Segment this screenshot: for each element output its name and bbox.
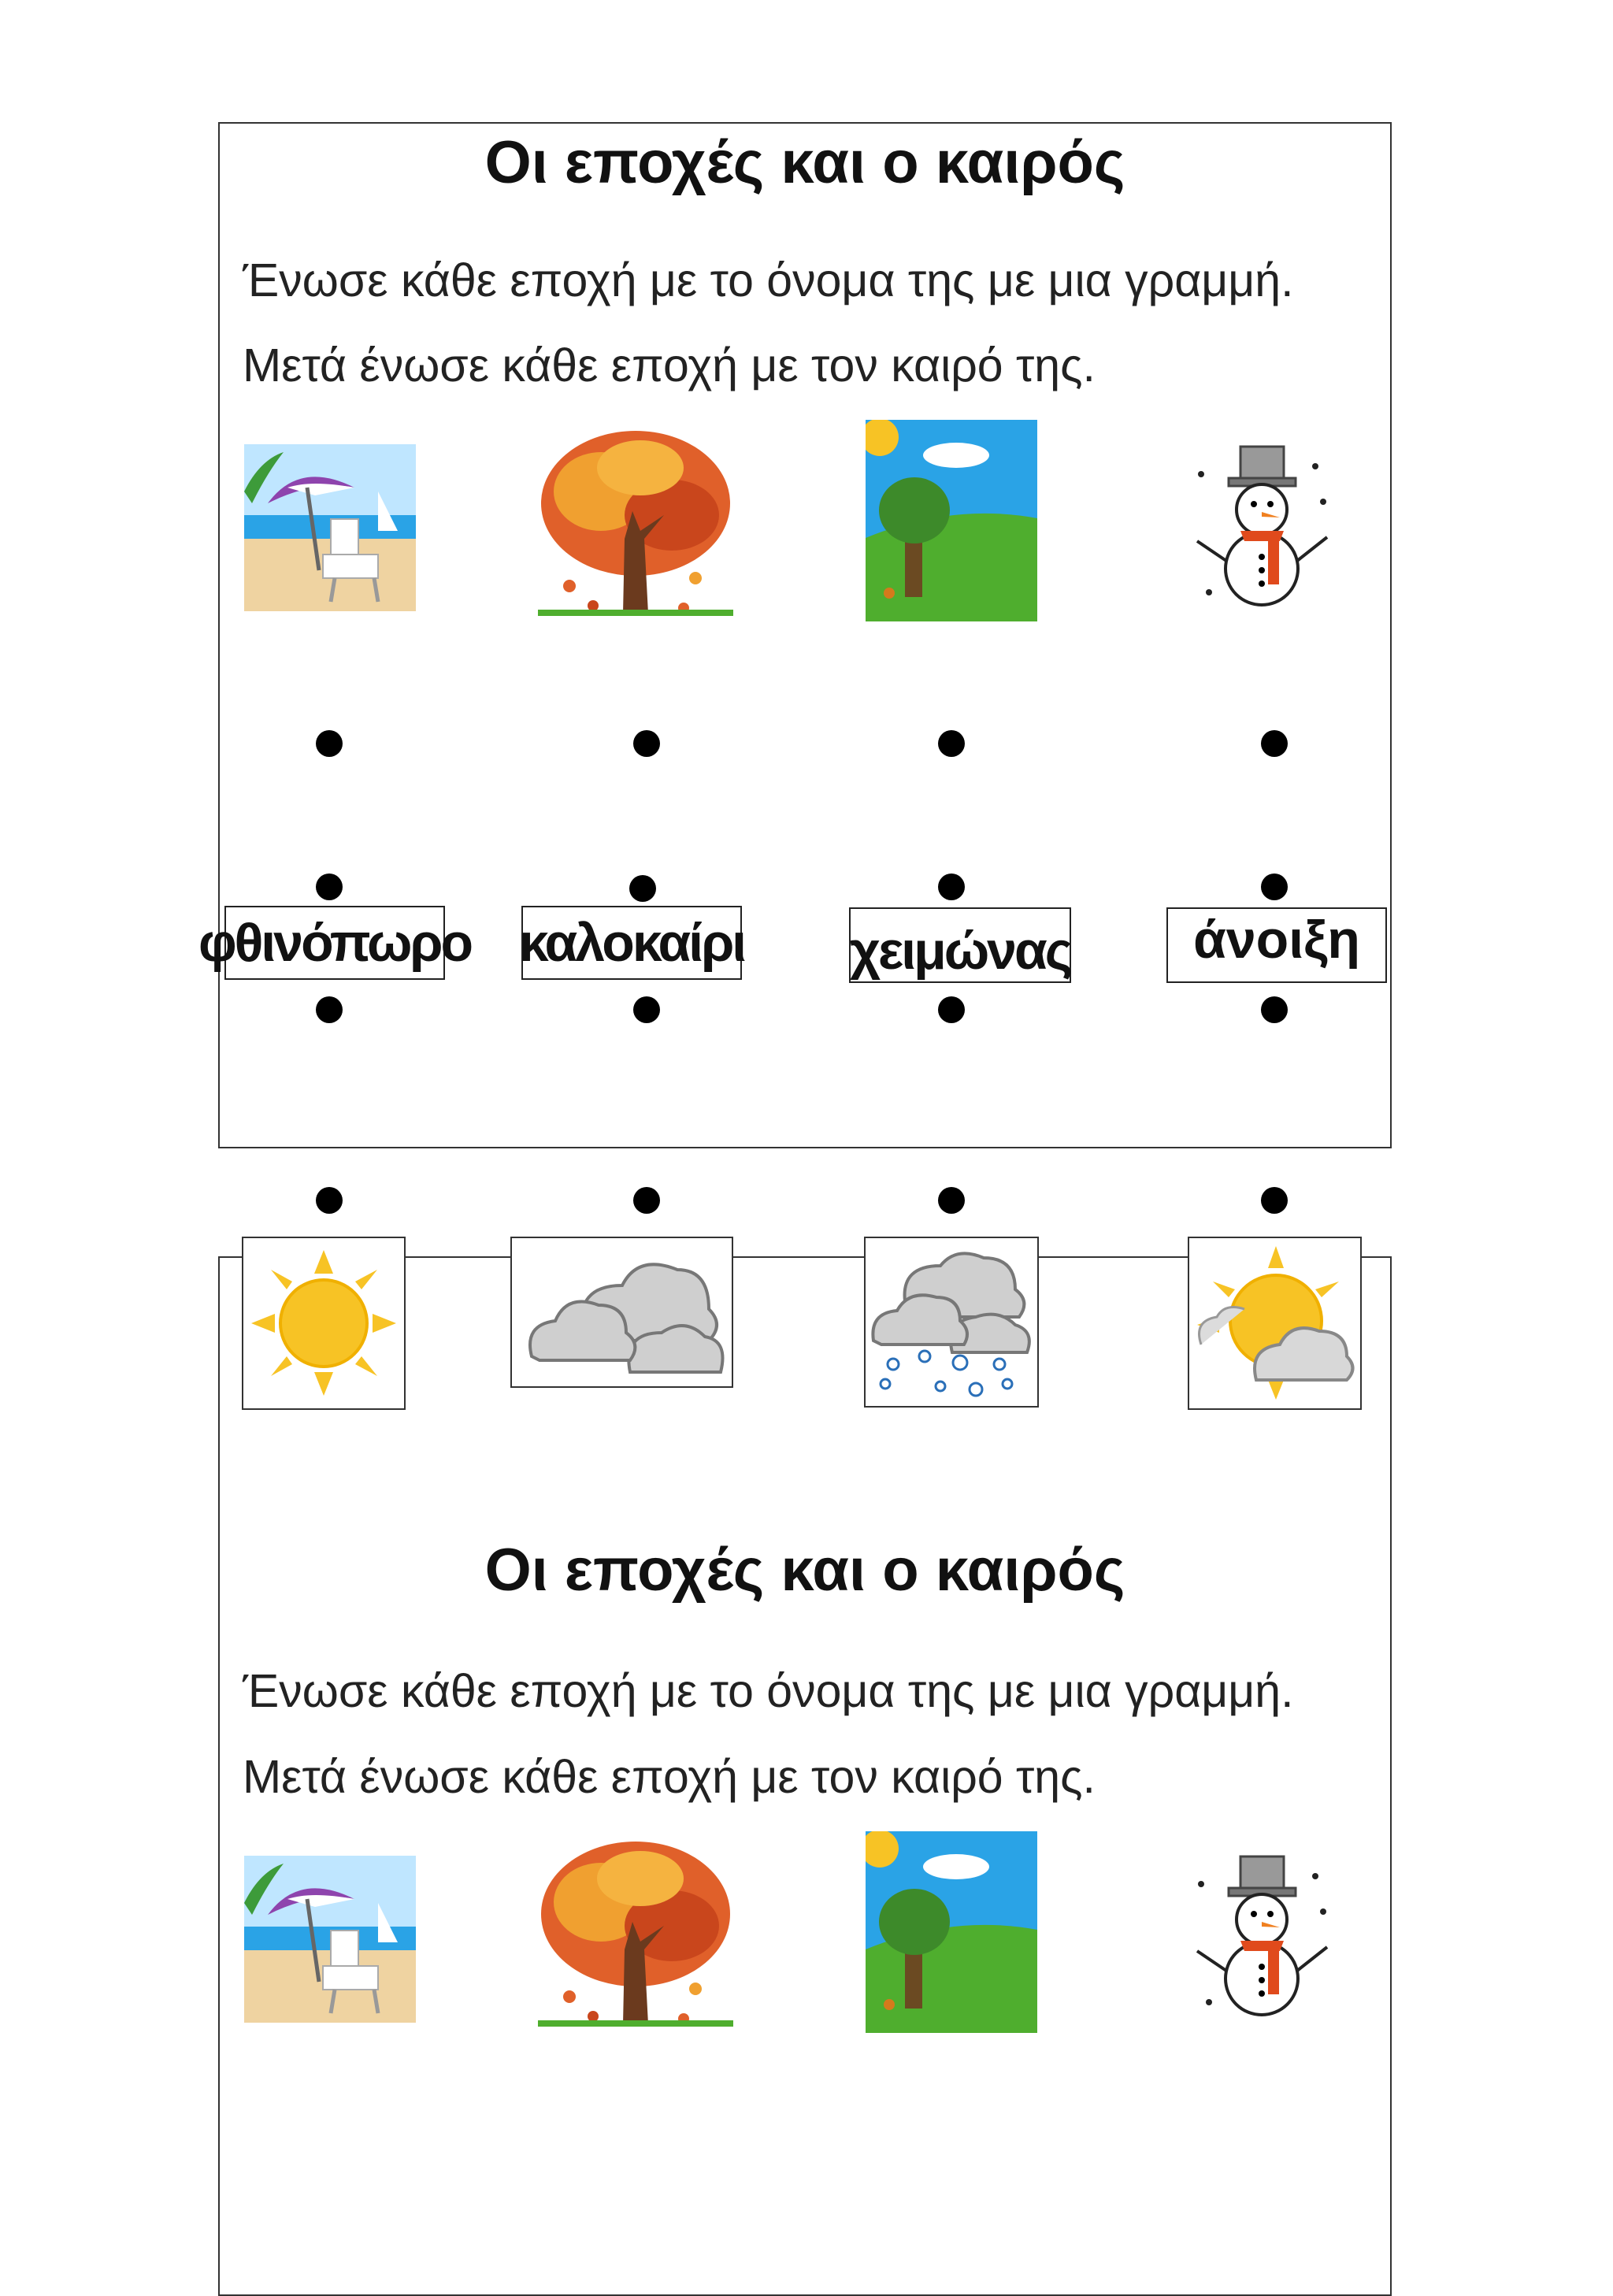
match-dot[interactable] [938,1187,965,1214]
match-dot[interactable] [316,996,343,1023]
beach-summer-icon [244,1856,416,2023]
clouds-icon [512,1238,732,1386]
season-label-summer: καλοκαίρι [521,906,742,980]
match-dot[interactable] [633,730,660,757]
spring-tree-icon [866,1831,1037,2033]
match-dot[interactable] [1261,874,1288,900]
match-dot[interactable] [938,730,965,757]
match-dot[interactable] [938,996,965,1023]
worksheet-title: Οι εποχές και ο καιρός [484,129,1125,196]
match-dot[interactable] [316,730,343,757]
instruction-line-2: Μετά ένωσε κάθε εποχή με τον καιρό της. [243,1751,1096,1803]
match-dot[interactable] [1261,730,1288,757]
worksheet-title: Οι εποχές και ο καιρός [484,1537,1125,1604]
weather-box-partly-cloudy [1188,1237,1362,1410]
match-dot[interactable] [1261,1187,1288,1214]
autumn-tree-icon [538,1839,733,2027]
snow-cloud-icon [866,1238,1037,1406]
snowman-winter-icon [1185,443,1343,608]
match-dot[interactable] [629,875,656,902]
sun-behind-cloud-icon [1189,1238,1360,1408]
weather-box-sunny [242,1237,406,1410]
match-dot[interactable] [316,874,343,900]
season-label-spring: άνοιξη [1166,907,1387,983]
season-label-winter: χειμώνας [849,907,1071,983]
weather-box-snowy [864,1237,1039,1408]
match-dot[interactable] [633,996,660,1023]
match-dot[interactable] [316,1187,343,1214]
match-dot[interactable] [1261,996,1288,1023]
sun-icon [243,1238,404,1408]
instruction-line-1: Ένωσε κάθε εποχή με το όνομα της με μια γραμμή. [243,1665,1294,1717]
snowman-winter-icon [1185,1853,1343,2018]
match-dot[interactable] [633,1187,660,1214]
instruction-line-2: Μετά ένωσε κάθε εποχή με τον καιρό της. [243,339,1096,391]
autumn-tree-icon [538,428,733,616]
season-label-autumn: φθινόπωρο [224,906,445,980]
instruction-line-1: Ένωσε κάθε εποχή με το όνομα της με μια γραμμή. [243,254,1294,306]
spring-tree-icon [866,420,1037,621]
weather-box-cloudy [510,1237,733,1388]
match-dot[interactable] [938,874,965,900]
beach-summer-icon [244,444,416,611]
